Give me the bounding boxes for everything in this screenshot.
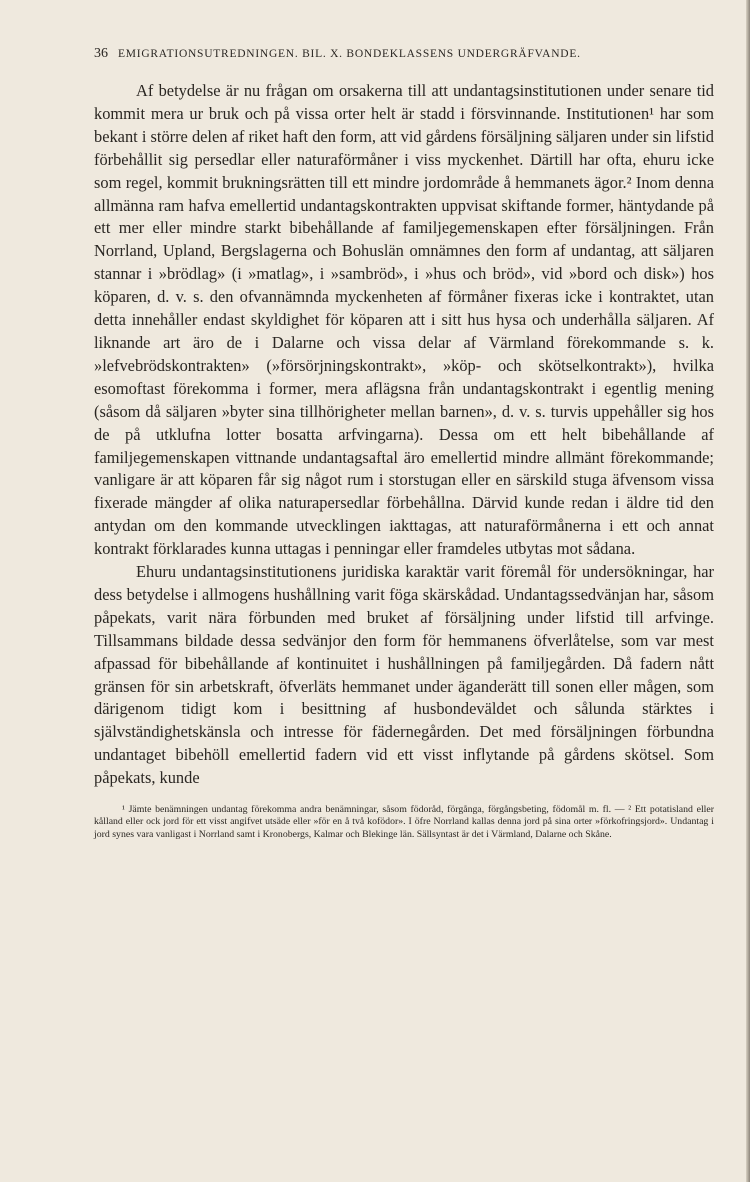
main-text [94, 80, 714, 790]
paragraph: Af betydelse är nu frågan om orsakerna till att undantagsinstitutionen under senare tid kommit mera ur bruk och på vissa orter helt är stadd i försvinnande. Institutionen¹ har som bekant i större delen af riket haft den form, att vid gårdens försäljning säljaren under sin lifstid förbehållit sig persedlar eller naturaförmåner i viss myckenhet. Därtill har ofta, ehuru icke som regel, kommit brukningsrätten till ett mindre jordområde å hemmanets ägor.² Inom denna allmänna ram hafva emellertid undantagskontrakten uppvisat skiftande former, häntydande på ett mer eller mindre starkt bibehållande af familjegemenskapen efter försäljningen. Från Norrland, Upland, Bergslagerna och Bohuslän omnämnes den form af undantag, att säljaren stannar i »brödlag» (i »matlag», i »sambröd», i »hus och bröd», vid »bord och disk») hos köparen, d. v. s. den ofvannämnda myckenheten af förmåner fixeras icke i kontraktet, utan detta innehåller endast skyldighet för köparen att i sitt hus hysa och underhålla säljaren. Af liknande art äro de i Dalarne och vissa delar af Värmland förekommande s. k. »lefvebrödskontrakten» (»försörjningskontrakt», »köp- och skötselkontrakt»), hvilka esomoftast förekomma i former, mera aflägsna från undantagskontrakt i egentlig mening (såsom då säljaren »byter sina tillhörigheter mellan barnen», d. v. s. turvis uppehåller sig hos de på utklufna lotter bosatta arfvingarna). Dessa om ett helt bibehållande af familjegemenskapen vittnande undantagsaftal äro emellertid mindre allmänt förekommande; vanligare är att köparen får sig något rum i storstugan eller en särskild stuga äfvensom vissa fixerade mängder af olika naturapersedlar förbehållna. Därvid kunde redan i äldre tid den antydan om den kommande utvecklingen iakttagas, att naturaförmånerna i ett och annat kontrakt förklarades kunna uttagas i penningar eller framdeles utbytas mot sådana. [94, 81, 714, 559]
footnotes [94, 798, 714, 841]
paragraph: Ehuru undantagsinstitutionens juridiska karaktär varit föremål för undersökningar, har dess betydelse i allmogens hushållning varit föga skärskådad. Undantagssedvänjan har, såsom påpekats, varit nära förbunden med bruket af försäljning under lifstid till arfvinge. Tillsammans bildade dessa sedvänjor den form för hemmanens öfverlåtelse, som var mest afpassad för bibehållande af kontinuitet i hushållningen på familjegården. Då fadern nått gränsen för sin arbetskraft, öfverläts hemmanet under äganderätt till sonen eller mågen, som därigenom tidigt kom i besittning af husbondeväldet och sålunda stärktes i självständighetskänsla och intresse för fädernegården. Det med försäljningen förbundna undantaget bibehöll emellertid fadern vid ett visst inflytande på gårdens skötsel. Som påpekats, kunde [94, 562, 714, 788]
running-title: EMIGRATIONSUTREDNINGEN. BIL. X. BONDEKLASSENS UNDERGRÄFVANDE. [118, 48, 581, 60]
page-edge-shadow [746, 0, 750, 1182]
page-number: 36 [94, 46, 108, 61]
running-header [94, 46, 714, 62]
book-page [94, 46, 714, 841]
footnote: ¹ Jämte benämningen undantag förekomma andra benämningar, såsom födoråd, förgånga, förgångsbeting, födomål m. fl. — ² Ett potatisland eller kålland eller ock jord för ett visst angifvet utsäde eller »för en å två kofödor». I öfre Norrland kallas denna jord på sina orter »förkofringsjord». Undantag i jord synes vara vanligast i Norrland samt i Kronobergs, Kalmar och Blekinge län. Sällsyntast är det i Värmland, Dalarne och Skåne. [94, 804, 714, 840]
